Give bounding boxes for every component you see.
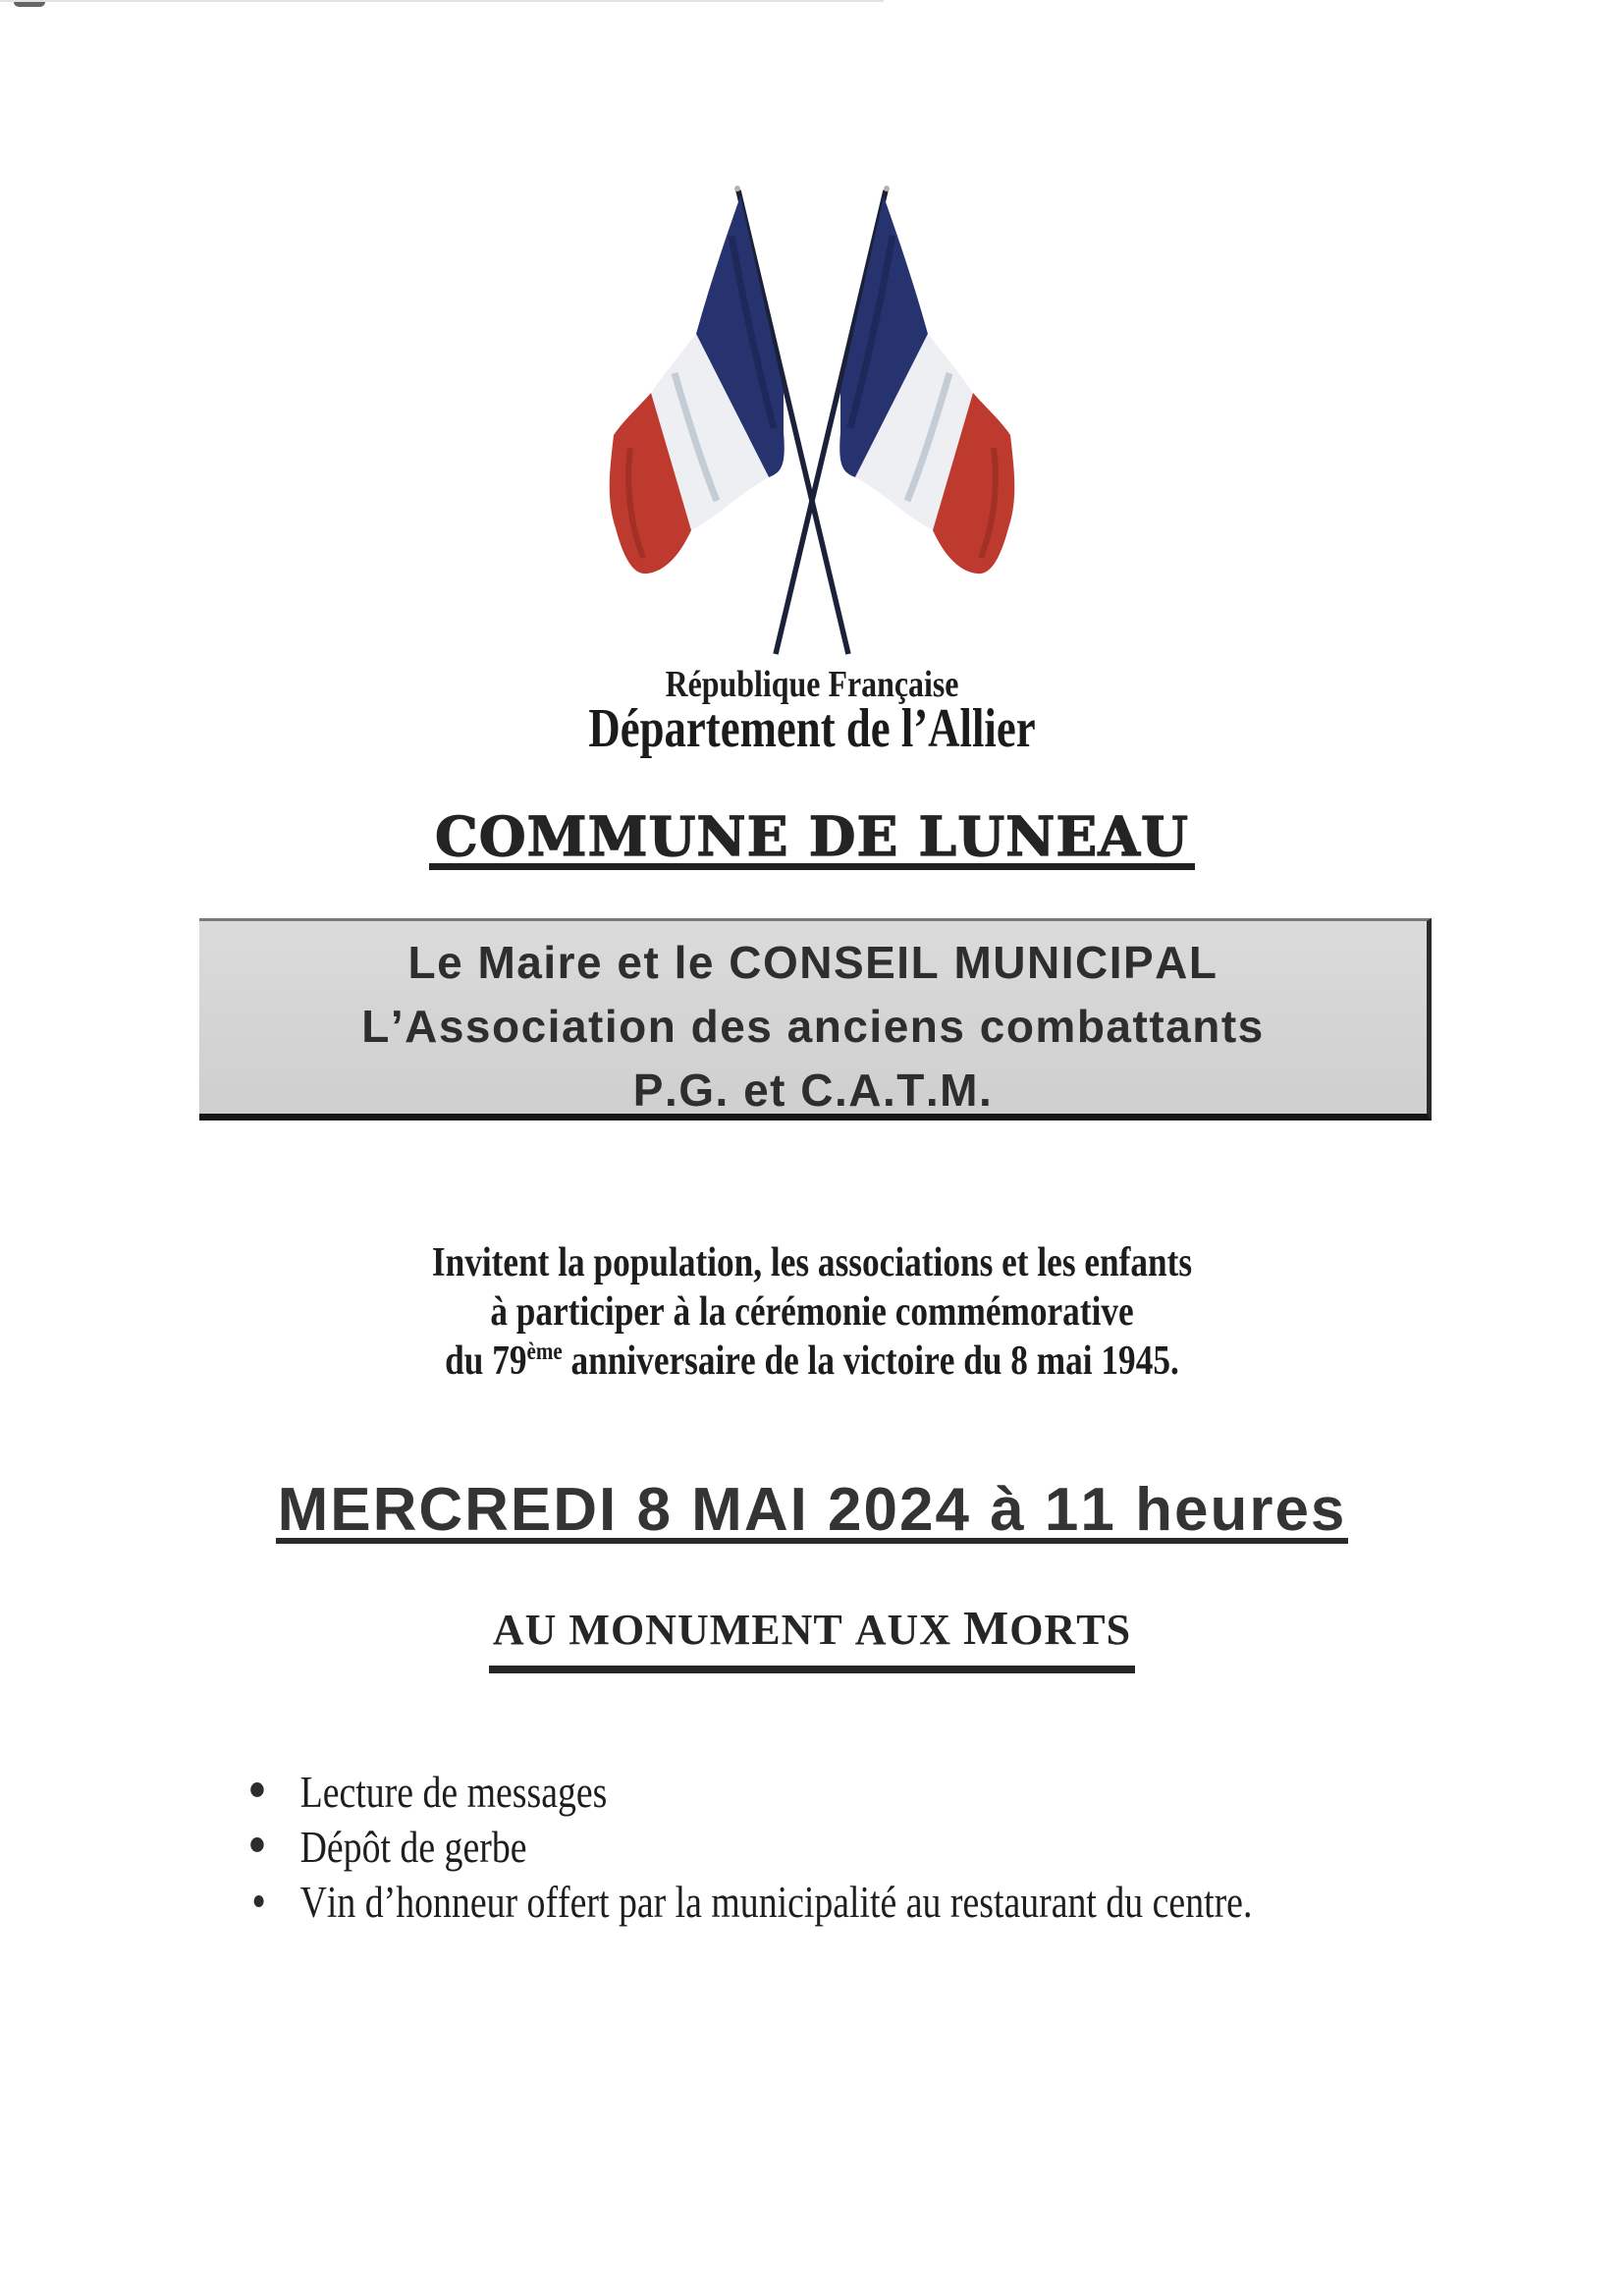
invitation-line-3-superscript: ème — [526, 1339, 563, 1365]
scan-edge-shadow — [0, 0, 884, 2]
banner-line-mayor: Le Maire et le CONSEIL MUNICIPAL — [407, 937, 1218, 988]
department-line: Département de l’Allier — [588, 698, 1036, 759]
agenda-item: Lecture de messages — [226, 1765, 1252, 1820]
location-prefix: AU MONUMENT AUX — [492, 1606, 964, 1654]
event-datetime-text: MERCREDI 8 MAI 2024 à 11 heures — [277, 1476, 1347, 1544]
organizers-banner — [199, 918, 1432, 1121]
republic-line: République Française — [665, 664, 959, 705]
page-title-text: COMMUNE DE LUNEAU — [429, 810, 1195, 870]
location-rest: ORTS — [1009, 1606, 1132, 1654]
crossed-french-flags-illustration — [576, 185, 1048, 676]
location-initial: M — [963, 1601, 1010, 1655]
event-datetime-heading — [0, 1476, 1624, 1544]
event-location-text — [489, 1601, 1135, 1673]
invitation-line-1: Invitent la population, les associations et les enfants — [431, 1240, 1193, 1285]
invitation-line-3 — [130, 1337, 1493, 1392]
invitation-line-3-suffix: anniversaire de la victoire du 8 mai 1945. — [562, 1339, 1179, 1384]
french-flag-left — [610, 186, 848, 654]
flag-pole-tip — [734, 186, 740, 191]
page-title — [0, 804, 1624, 870]
invitation-line-2: à participer à la cérémonie commémorative — [490, 1289, 1134, 1335]
agenda-list — [226, 1765, 1252, 1930]
agenda-item: Dépôt de gerbe — [226, 1820, 1252, 1875]
event-location-heading — [0, 1601, 1624, 1673]
banner-line-association: L’Association des anciens combattants — [361, 1001, 1265, 1052]
invitation-paragraph — [130, 1238, 1493, 1392]
flag-pole-tip — [884, 186, 890, 191]
agenda-item: Vin d’honneur offert par la municipalité au restaurant du centre. — [226, 1875, 1252, 1930]
french-flag-right — [776, 186, 1014, 654]
banner-line-pg-catm: P.G. et C.A.T.M. — [632, 1065, 994, 1116]
invitation-line-3-prefix: du 79 — [445, 1339, 527, 1384]
